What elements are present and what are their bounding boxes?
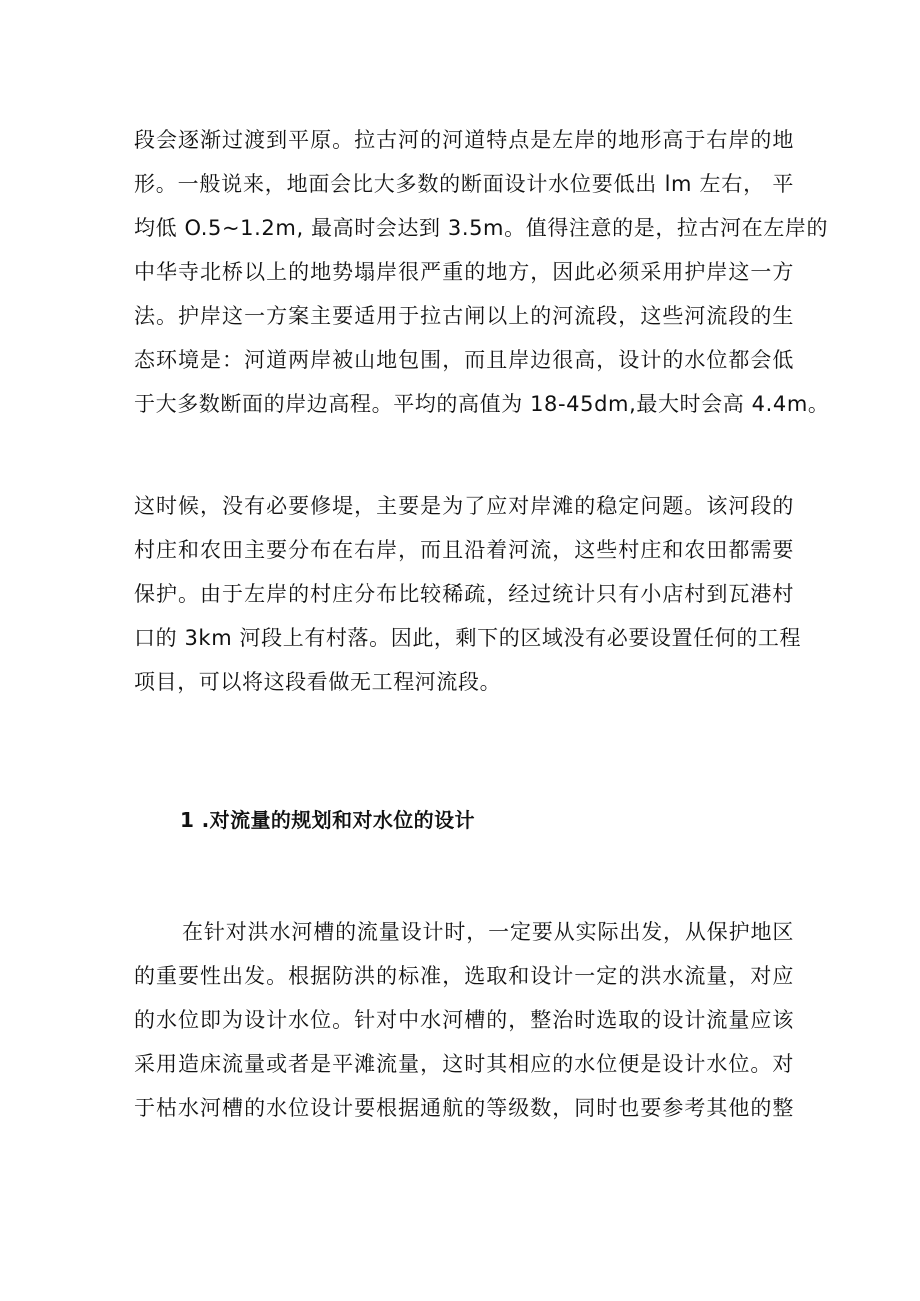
paragraph-line: 在针对洪水河槽的流量设计时，一定要从实际出发，从保护地区 (182, 920, 794, 944)
paragraph-line: 村庄和农田主要分布在右岸，而且沿着河流，这些村庄和农田都需要 (134, 538, 794, 562)
paragraph-2 (134, 484, 802, 704)
paragraph-line: 均低 O.5~1.2m, 最高时会达到 3.5m。值得注意的是，拉古河在左岸的 (134, 216, 829, 240)
paragraph-line: 态环境是：河道两岸被山地包围，而且岸边很高，设计的水位都会低 (134, 348, 794, 372)
paragraph-3 (134, 910, 794, 1130)
paragraph-line: 的水位即为设计水位。针对中水河槽的，整治时选取的设计流量应该 (134, 1008, 794, 1032)
paragraph-line: 口的 3km 河段上有村落。因此，剩下的区域没有必要设置任何的工程 (134, 626, 802, 650)
paragraph-line: 于大多数断面的岸边高程。平均的高值为 18-45dm,最大时会高 4.4m。 (134, 392, 830, 416)
paragraph-line: 段会逐渐过渡到平原。拉古河的河道特点是左岸的地形高于右岸的地 (134, 128, 794, 152)
paragraph-line: 于枯水河槽的水位设计要根据通航的等级数，同时也要参考其他的整 (134, 1096, 794, 1120)
paragraph-line: 采用造床流量或者是平滩流量，这时其相应的水位便是设计水位。对 (134, 1052, 794, 1076)
paragraph-1 (134, 118, 830, 426)
section-heading: 1 .对流量的规划和对水位的设计 (180, 808, 475, 832)
paragraph-line: 项目，可以将这段看做无工程河流段。 (134, 670, 502, 694)
paragraph-line: 法。护岸这一方案主要适用于拉古闸以上的河流段，这些河流段的生 (134, 304, 794, 328)
paragraph-line: 这时候，没有必要修堤，主要是为了应对岸滩的稳定问题。该河段的 (134, 494, 794, 518)
paragraph-line: 的重要性出发。根据防洪的标准，选取和设计一定的洪水流量，对应 (134, 964, 794, 988)
paragraph-line: 形。一般说来，地面会比大多数的断面设计水位要低出 lm 左右， 平 (134, 172, 794, 196)
paragraph-line: 中华寺北桥以上的地势塌岸很严重的地方，因此必须采用护岸这一方 (134, 260, 794, 284)
paragraph-line: 保护。由于左岸的村庄分布比较稀疏，经过统计只有小店村到瓦港村 (134, 582, 794, 606)
